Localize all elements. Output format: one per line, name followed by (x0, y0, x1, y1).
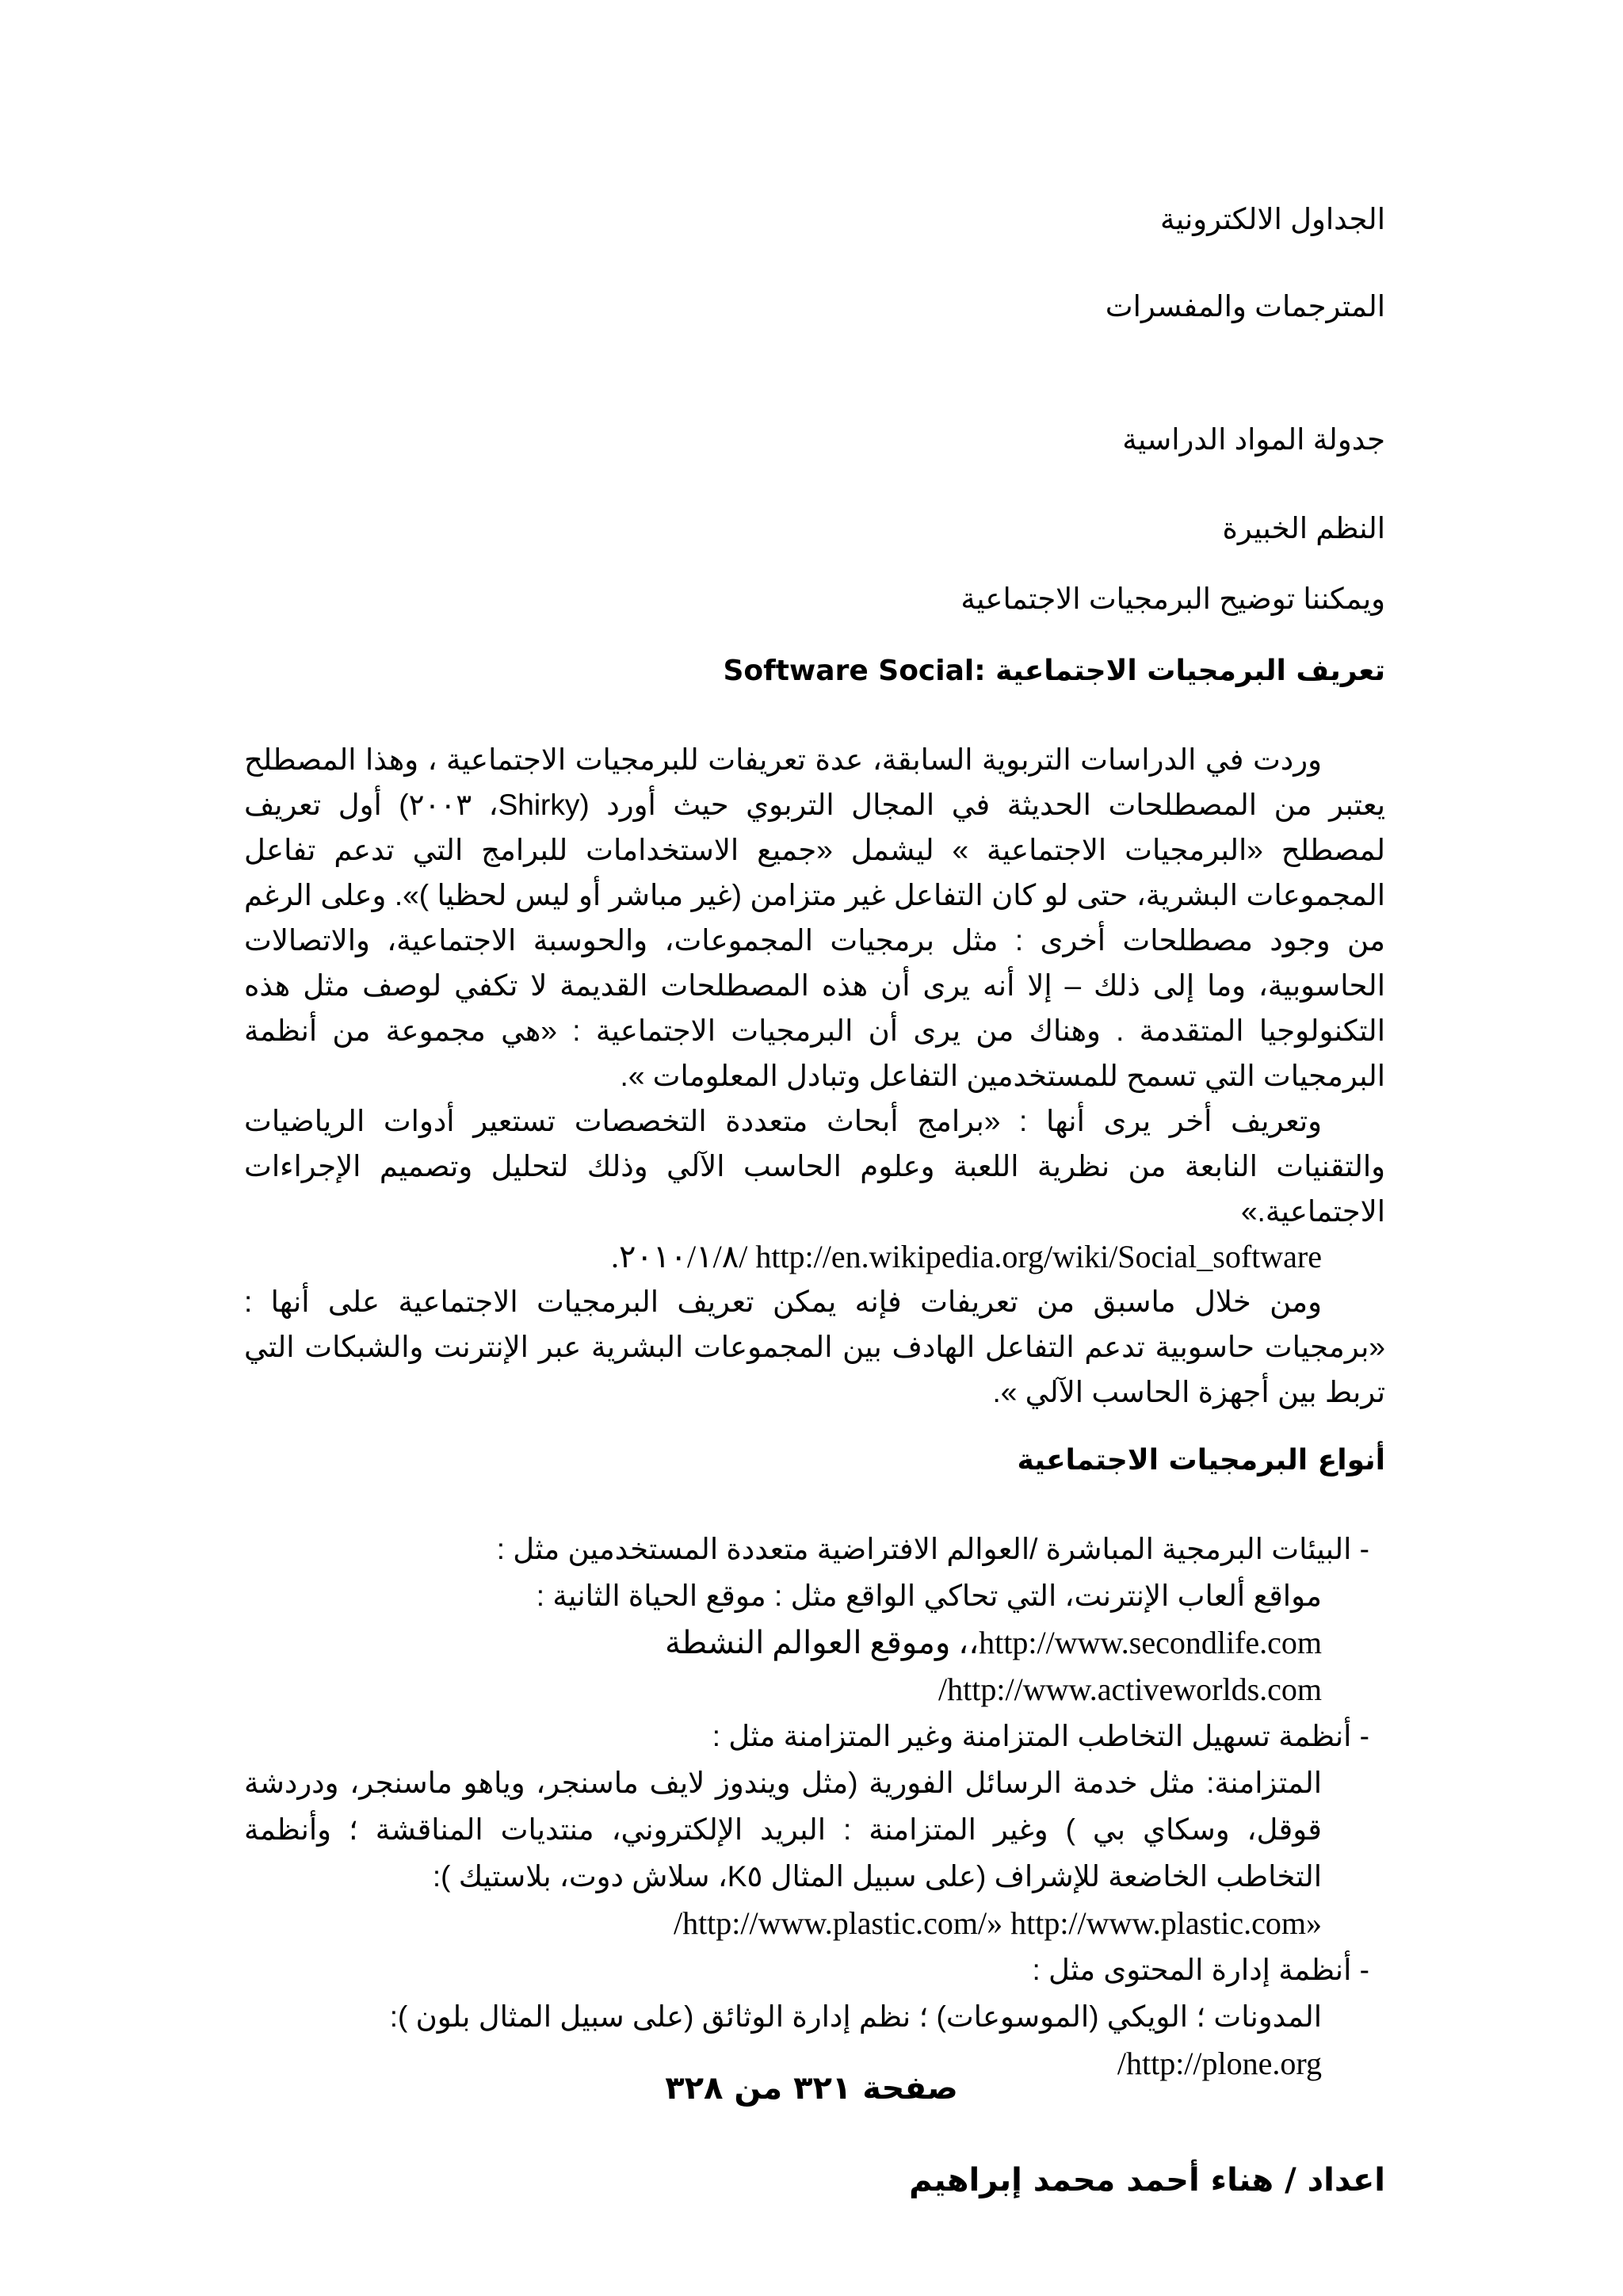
list-item-expert-systems: النظم الخبيرة (1222, 512, 1385, 544)
conclusion-paragraph: ومن خلال ماسبق من تعريفات فإنه يمكن تعريف البرمجيات الاجتماعية على أنها : «برمجيات حاسوبية تدعم التفاعل الهادف بين المجموعات البشرية عبر الإنترنت والشبكات التي تربط بين أجهزة الحاسب الآلي ». (244, 1286, 1385, 1408)
list-item-spreadsheets: الجداول الالكترونية (1159, 203, 1385, 235)
definitions-section (244, 737, 1385, 1415)
type-item-content-management: - أنظمة إدارة المحتوى مثل : (1032, 1954, 1369, 1986)
types-heading: أنواع البرمجيات الاجتماعية (1017, 1444, 1385, 1477)
types-list (244, 1526, 1385, 2087)
wikipedia-reference: http://en.wikipedia.org/wiki/Social_software /٢٠١٠/١/٨. (611, 1239, 1322, 1274)
plone-link: http://plone.org/ (1117, 2046, 1322, 2081)
intro-sentence: ويمكننا توضيح البرمجيات الاجتماعية (960, 583, 1385, 615)
type-item-virtual-worlds-detail: مواقع ألعاب الإنترنت، التي تحاكي الواقع مثل : موقع الحياة الثانية : (536, 1580, 1322, 1612)
plastic-link: «http://www.plastic.com/» http://www.plastic.com/ (673, 1905, 1322, 1941)
definition-paragraph: وردت في الدراسات التربوية السابقة، عدة تعريفات للبرمجيات الاجتماعية ، وهذا المصطلح يعتبر من المصطلحات الحديثة في المجال التربوي حيث أورد (Shirky، ٢٠٠٣) أول تعريف لمصطلح «البرمجيات الاجتماعية » ليشمل «جميع الاستخدامات للبرامج التي تدعم تفاعل المجموعات البشرية، حتى لو كان التفاعل غير متزامن (غير مباشر أو ليس لحظيا )». وعلى الرغم من وجود مصطلحات أخرى : مثل برمجيات المجموعات، والحوسبة الاجتماعية، والاتصالات الحاسوبية، وما إلى ذلك – إلا أنه يرى أن هذه المصطلحات القديمة لا تكفي لوصف مثل هذه التكنولوجيا المتقدمة . وهناك من يرى أن البرمجيات الاجتماعية : «هي مجموعة من أنظمة البرمجيات التي تسمح للمستخدمين التفاعل وتبادل المعلومات ». (244, 743, 1385, 1092)
second-definition-paragraph: وتعريف أخر يرى أنها : «برامج أبحاث متعددة التخصصات تستعير أدوات الرياضيات والتقنيات النابعة من نظرية اللعبة وعلوم الحاسب الآلي وذلك لتحليل وتصميم الإجراءات الاجتماعية.» (244, 1105, 1385, 1228)
author-credit: اعداد / هناء أحمد محمد إبراهيم (909, 2162, 1385, 2199)
list-item-compilers: المترجمات والمفسرات (1105, 290, 1385, 323)
secondlife-link: http://www.secondlife.com،، وموقع العوالم النشطة (664, 1625, 1322, 1660)
list-item-scheduling: جدولة المواد الدراسية (1122, 423, 1385, 456)
type-item-communication: - أنظمة تسهيل التخاطب المتزامنة وغير المتزامنة مثل : (712, 1720, 1369, 1752)
activeworlds-link: http://www.activeworlds.com/ (938, 1671, 1322, 1707)
page-number: صفحة ٣٢١ من ٣٢٨ (665, 2070, 958, 2107)
type-item-content-management-detail: المدونات ؛ الويكي (الموسوعات) ؛ نظم إدارة الوثائق (على سبيل المثال بلون ): (389, 2000, 1322, 2033)
type-item-communication-detail: المتزامنة: مثل خدمة الرسائل الفورية (مثل ويندوز لايف ماسنجر، وياهو ماسنجر، ودردشة قوقل، وسكاي بي ) وغير المتزامنة : البريد الإلكتروني، منتديات المناقشة ؛ وأنظمة التخاطب الخاضعة للإشراف (على سبيل المثال K٥، سلاش دوت، بلاستيك ): (244, 1767, 1322, 1893)
definition-heading: تعريف البرمجيات الاجتماعية :Software Social (723, 655, 1385, 687)
type-item-virtual-worlds: - البيئات البرمجية المباشرة /العوالم الافتراضية متعددة المستخدمين مثل : (496, 1533, 1369, 1565)
